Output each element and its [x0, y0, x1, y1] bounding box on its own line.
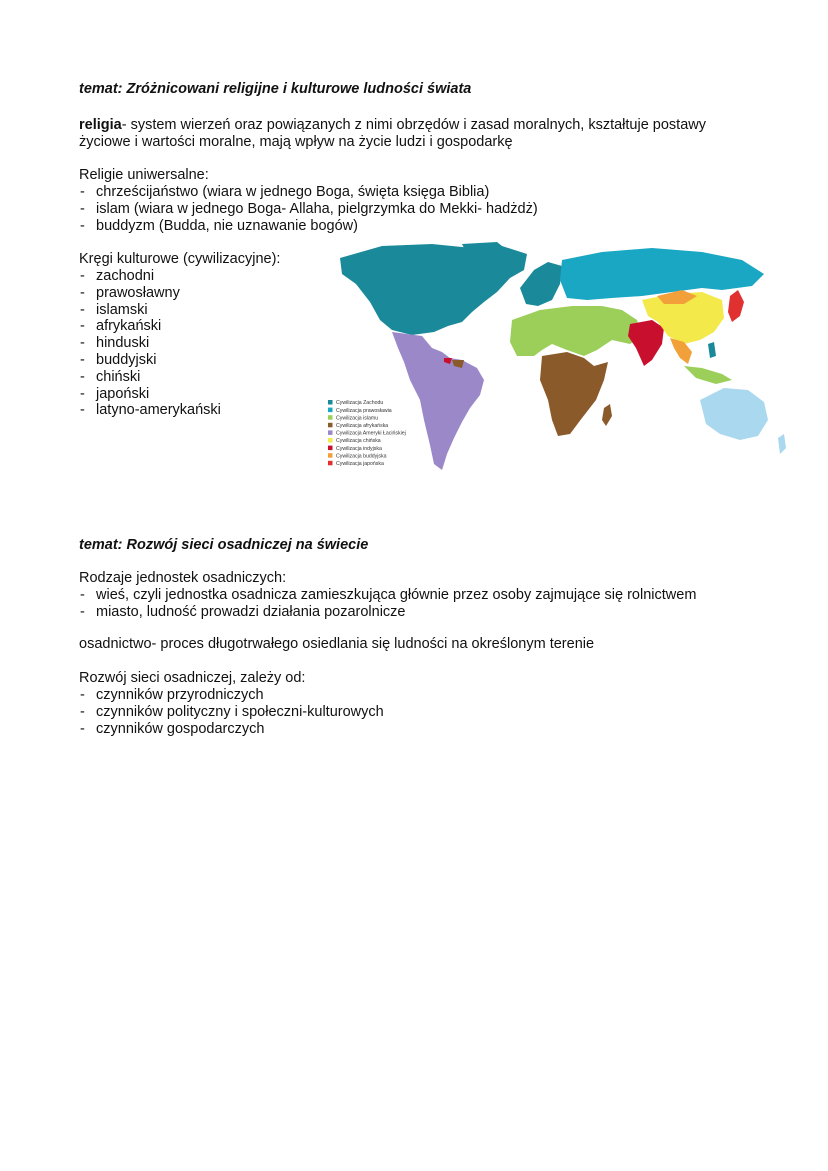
- list-item: - zachodni: [79, 268, 221, 285]
- list-item: - islamski: [79, 302, 221, 319]
- region-western-europe: [520, 262, 562, 306]
- map-regions: [340, 242, 786, 470]
- region-islamic: [510, 306, 642, 356]
- legend-label: Cywilizacja buddyjska: [336, 453, 387, 460]
- list-item: - prawosławny: [79, 285, 221, 302]
- list-item: - latyno-amerykański: [79, 402, 221, 419]
- list-item: - chiński: [79, 369, 221, 386]
- factors-heading: Rozwój sieci osadniczej, zależy od:: [79, 670, 306, 686]
- legend-swatch: [328, 461, 333, 466]
- list-item: - hinduski: [79, 335, 221, 352]
- list-item: - wieś, czyli jednostka osadnicza zamieszkująca głównie przez osoby zajmujące się rolnictwem: [79, 587, 696, 604]
- religion-definition-line-1: [79, 117, 706, 134]
- legend-swatch: [328, 400, 333, 405]
- cultural-circles-list: [79, 268, 221, 419]
- legend-label: Cywilizacja prawosławia: [336, 407, 392, 414]
- list-item: - afrykański: [79, 318, 221, 335]
- legend-swatch: [328, 423, 333, 428]
- religion-definition-text: - system wierzeń oraz powiązanych z nimi obrzędów i zasad moralnych, kształtuje postawy: [121, 117, 706, 133]
- universal-religions-heading: Religie uniwersalne:: [79, 167, 209, 183]
- list-item: - chrześcijaństwo (wiara w jednego Boga, święta księga Biblia): [79, 184, 538, 201]
- factors-list: [79, 687, 384, 737]
- legend-swatch: [328, 408, 333, 413]
- legend-swatch: [328, 438, 333, 443]
- legend-label: Cywilizacja indyjska: [336, 445, 382, 452]
- cultural-circles-heading: Kręgi kulturowe (cywilizacyjne):: [79, 251, 281, 267]
- list-item: - czynników przyrodniczych: [79, 687, 384, 704]
- section-title-religions: temat: Zróżnicowani religijne i kulturowe ludności świata: [79, 81, 472, 97]
- legend-label: Cywilizacja japońska: [336, 461, 384, 467]
- region-orthodox: [560, 248, 764, 300]
- settlement-definition: osadnictwo- proces długotrwałego osiedlania się ludności na określonym terenie: [79, 636, 595, 652]
- region-africa: [540, 352, 608, 436]
- list-item: - czynników polityczny i społeczni-kulturowych: [79, 704, 384, 721]
- settlement-types-list: [79, 587, 696, 621]
- section-title-settlement: temat: Rozwój sieci osadniczej na świecie: [79, 537, 369, 553]
- legend-label: Cywilizacja Ameryki Łacińskiej: [336, 430, 406, 437]
- legend-swatch: [328, 446, 333, 451]
- civilizations-world-map: [312, 240, 794, 476]
- religion-term: religia: [79, 117, 122, 133]
- legend-label: Cywilizacja chińska: [336, 438, 381, 445]
- legend-label: Cywilizacja islamu: [336, 415, 379, 422]
- universal-religions-list: [79, 184, 538, 234]
- list-item: - japoński: [79, 386, 221, 403]
- legend-label: Cywilizacja afrykańska: [336, 423, 389, 429]
- legend-swatch: [328, 453, 333, 458]
- legend-label: Cywilizacja Zachodu: [336, 400, 384, 407]
- region-india: [628, 320, 664, 366]
- legend-swatch: [328, 430, 333, 435]
- legend-swatch: [328, 415, 333, 420]
- list-item: - buddyzm (Budda, nie uznawanie bogów): [79, 218, 538, 235]
- region-north-america: [340, 244, 527, 335]
- religion-definition-line-2: życiowe i wartości moralne, mają wpływ na życie ludzi i gospodarkę: [79, 134, 513, 150]
- region-latin-america: [392, 332, 484, 470]
- map-legend: [328, 400, 406, 467]
- region-japan: [728, 290, 744, 322]
- region-australia: [700, 388, 768, 440]
- list-item: - miasto, ludność prowadzi działania pozarolnicze: [79, 604, 696, 621]
- settlement-types-heading: Rodzaje jednostek osadniczych:: [79, 570, 287, 586]
- list-item: - buddyjski: [79, 352, 221, 369]
- list-item: - czynników gospodarczych: [79, 721, 384, 738]
- list-item: - islam (wiara w jednego Boga- Allaha, pielgrzymka do Mekki- hadżdż): [79, 201, 538, 218]
